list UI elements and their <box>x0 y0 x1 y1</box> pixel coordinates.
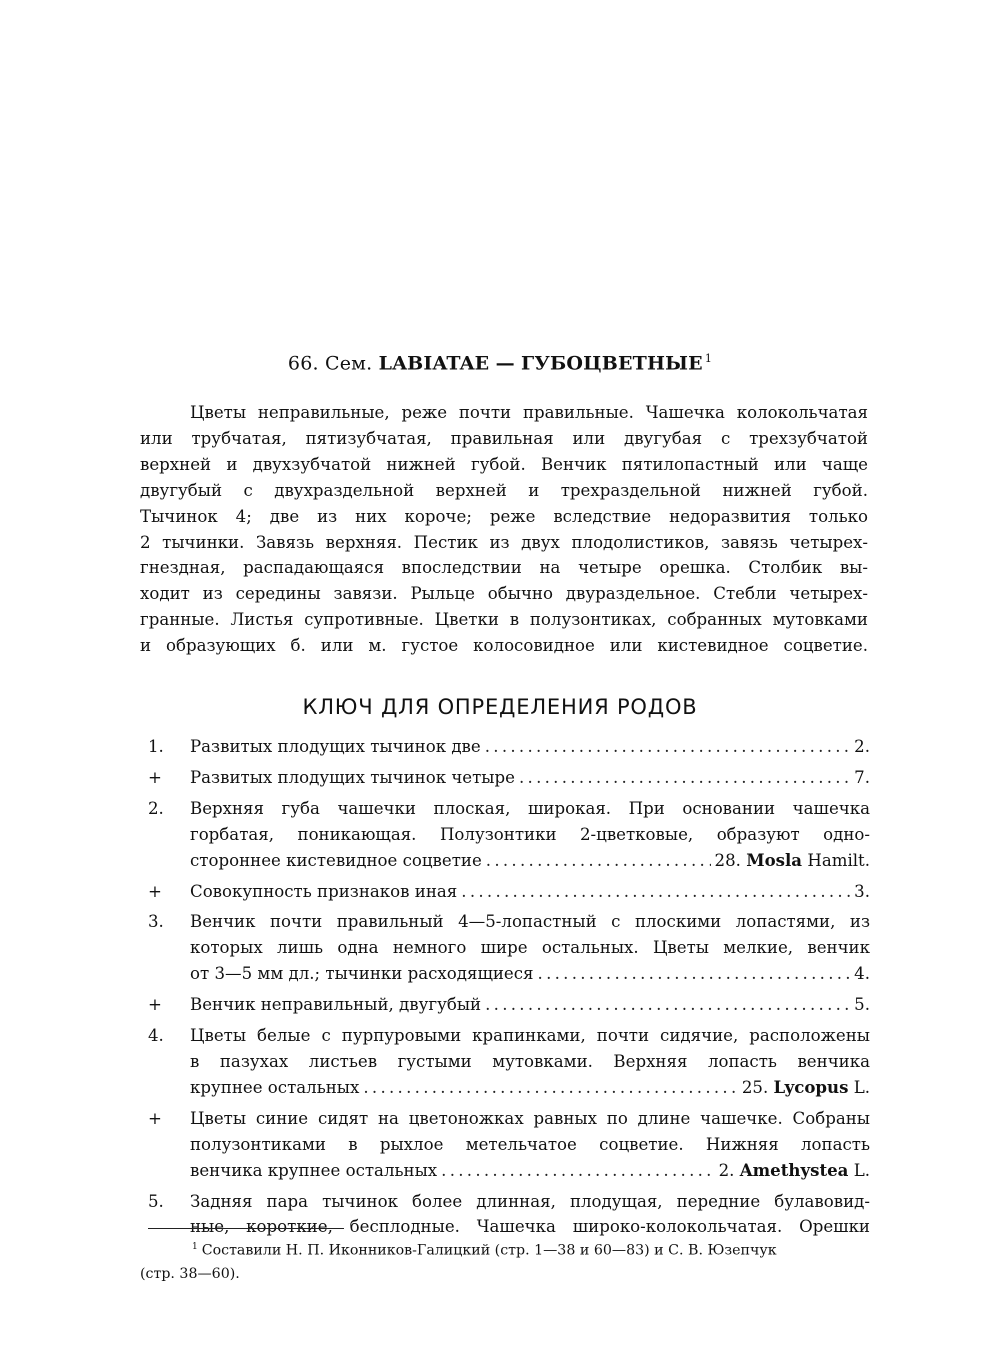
key-entry-line: полузонтиками в рыхлое метельчатое соцветие. Нижняя лопасть <box>190 1134 870 1154</box>
reference-number: 3. <box>854 881 870 901</box>
footnote-mark: 1 <box>704 352 713 365</box>
key-entry-text <box>190 909 870 987</box>
key-entry-reference <box>854 765 870 791</box>
reference-number: 25. <box>741 1077 769 1097</box>
genus-name: Amethystea <box>739 1159 849 1180</box>
key-heading: КЛЮЧ ДЛЯ ОПРЕДЕЛЕНИЯ РОДОВ <box>302 695 698 719</box>
description-line: гнездная, распадающаяся впоследствии на четыре орешка. Столбик вы- <box>140 558 868 578</box>
key-entry-reference <box>854 734 870 760</box>
key-entry-line: крупнее остальных . . . 25. Lycopus L. <box>190 1075 870 1101</box>
key-entry-number: 3. <box>148 912 164 932</box>
key-entry <box>140 1189 870 1241</box>
description-line: Цветы неправильные, реже почти правильные. Чашечка колокольчатая <box>190 403 868 422</box>
leader-dots <box>519 765 850 791</box>
title-dash: — <box>495 352 515 375</box>
reference-number: 28. <box>714 850 741 870</box>
key-entry-line: Цветы синие сидят на цветоножках равных по длине чашечке. Собраны <box>190 1108 870 1128</box>
key-entry-line: Венчик почти правильный 4—5-лопастный с плоскими лопастями, из <box>190 912 870 932</box>
reference-number: 7. <box>854 767 870 787</box>
genus-name: Mosla <box>746 849 803 870</box>
key-entry-text <box>190 1106 870 1184</box>
key-entry-line: стороннее кистевидное соцветие . . . 28. Mosla Hamilt. <box>190 848 870 874</box>
description-line: и образующих б. или м. густое колосовидное или кистевидное соцветие. <box>140 636 868 656</box>
key-entry-text <box>190 1023 870 1101</box>
key-entry-reference <box>719 1158 870 1184</box>
key-entry-reference <box>715 848 870 874</box>
identification-key <box>140 734 870 1245</box>
key-entry-reference <box>854 879 870 905</box>
key-entry-line: Развитых плодущих тычинок четыре . . . 7. <box>190 765 870 791</box>
description-line: ходит из середины завязи. Рыльце обычно двураздельное. Стебли четырех- <box>140 584 868 604</box>
genus-author: L. <box>853 1160 870 1180</box>
key-entry <box>140 796 870 874</box>
key-entry-line: ные, короткие, бесплодные. Чашечка широко-колокольчатая. Орешки <box>190 1217 870 1237</box>
description-line: двугубый с двухраздельной верхней и трехраздельной нижней губой. <box>140 480 868 500</box>
key-entry-line: венчика крупнее остальных . . . 2. Amethystea L. <box>190 1158 870 1184</box>
key-entry-line: от 3—5 мм дл.; тычинки расходящиеся . . . 4. <box>190 961 870 987</box>
key-entry-line: Развитых плодущих тычинок две . . . 2. <box>190 734 870 760</box>
key-entry-line: Цветы белые с пурпуровыми крапинками, почти сидячие, расположены <box>190 1026 870 1046</box>
key-entry-text <box>190 992 870 1018</box>
key-entry-line: горбатая, поникающая. Полузонтики 2-цветковые, образуют одно- <box>190 824 870 844</box>
leader-dots <box>461 879 850 905</box>
genus-author: L. <box>853 1077 870 1097</box>
footnote-line-2: (стр. 38—60). <box>140 1265 240 1282</box>
family-title <box>0 352 1000 374</box>
leader-dots <box>363 1075 737 1101</box>
footnote-divider <box>148 1228 344 1229</box>
key-entry-number: 5. <box>148 1191 164 1211</box>
leader-dots <box>538 961 851 987</box>
key-entry <box>140 992 870 1018</box>
genus-author: Hamilt. <box>807 850 870 870</box>
footnote <box>140 1236 870 1286</box>
key-entry-number: + <box>148 1108 162 1128</box>
key-entry-text <box>190 734 870 760</box>
description-line: 2 тычинки. Завязь верхняя. Пестик из двух плодолистиков, завязь четырех- <box>140 532 868 552</box>
key-entry-number: + <box>148 995 162 1015</box>
key-entry-line: Задняя пара тычинок более длинная, плодущая, передние булавовид- <box>190 1191 870 1211</box>
key-entry-reference <box>854 961 870 987</box>
key-entry-reference <box>854 992 870 1018</box>
family-latin-name: LABIATAE <box>378 352 490 375</box>
key-entry <box>140 879 870 905</box>
leader-dots <box>486 848 711 874</box>
key-entry-number: 1. <box>148 737 164 756</box>
key-entry <box>140 1023 870 1101</box>
key-entry <box>140 1106 870 1184</box>
key-entry-text <box>190 765 870 791</box>
leader-dots <box>485 992 850 1018</box>
key-entry-text <box>190 796 870 874</box>
key-entry-line: Совокупность признаков иная . . . 3. <box>190 879 870 905</box>
family-description <box>140 400 868 659</box>
key-entry-number: + <box>148 767 162 787</box>
key-entry-line: которых лишь одна немного шире остальных. Цветы мелкие, венчик <box>190 938 870 958</box>
family-russian-name: ГУБОЦВЕТНЫЕ <box>521 352 703 375</box>
description-line: верхней и двухзубчатой нижней губой. Венчик пятилопастный или чаще <box>140 454 868 474</box>
key-entry-text <box>190 1189 870 1241</box>
genus-name: Lycopus <box>773 1076 849 1097</box>
reference-number: 2. <box>854 737 870 756</box>
description-line: или трубчатая, пятизубчатая, правильная или двугубая с трехзубчатой <box>140 428 868 448</box>
key-entry-reference <box>742 1075 870 1101</box>
reference-number: 2. <box>718 1160 735 1180</box>
key-entry <box>140 909 870 987</box>
footnote-line-1: $^1$ Составили Н. П. Иконников-Галицкий (стр. 1—38 и 60—83) и С. В. Юзепчук <box>192 1242 777 1259</box>
description-line: гранные. Листья супротивные. Цветки в полузонтиках, собранных мутовками <box>140 610 868 630</box>
key-entry-text <box>190 879 870 905</box>
leader-dots <box>485 734 850 760</box>
key-entry-number: 2. <box>148 798 164 818</box>
key-entry <box>140 734 870 760</box>
reference-number: 4. <box>854 964 870 984</box>
reference-number: 5. <box>854 995 870 1015</box>
description-line: Тычинок 4; две из них короче; реже вследствие недоразвития только <box>140 506 868 526</box>
key-entry-line: Венчик неправильный, двугубый . . . 5. <box>190 992 870 1018</box>
key-entry-line: в пазухах листьев густыми мутовками. Верхняя лопасть венчика <box>190 1051 870 1071</box>
footnote-mark: 1 <box>192 1242 198 1252</box>
key-entry-line: Верхняя губа чашечки плоская, широкая. При основании чашечка <box>190 798 870 818</box>
key-entry-number: + <box>148 881 162 901</box>
leader-dots <box>441 1158 714 1184</box>
key-entry-number: 4. <box>148 1026 164 1046</box>
family-number: 66. Сем. <box>287 352 373 375</box>
key-entry <box>140 765 870 791</box>
